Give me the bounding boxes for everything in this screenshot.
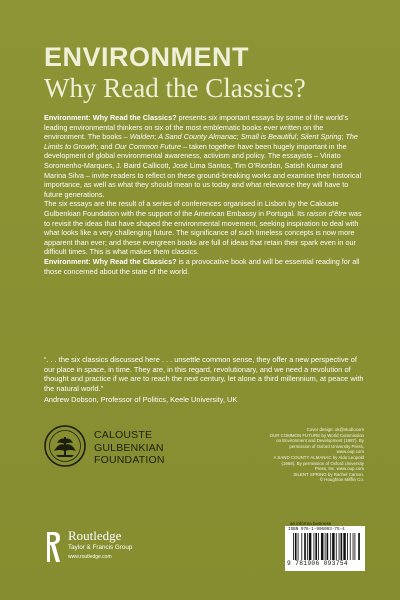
credit-line: A SAND COUNTY ALMANAC by Aldo Leopold — [273, 454, 364, 460]
credit-line: SILENT SPRING by Rachel Carson. — [293, 471, 364, 477]
barcode-bar — [325, 533, 326, 560]
foundation-line-1: CALOUSTE — [94, 429, 153, 441]
isbn-text: ISBN 978-1-906093-75-4 — [288, 527, 345, 532]
barcode-bar — [350, 533, 351, 560]
foundation-name — [94, 429, 165, 467]
blurb-paragraph-1: Environment: Why Read the Classics? presents six important essays by some of the world’s leading environmental thinkers on six of the most emblematic books ever written on the environment. The books – Walden; A Sand County Almanac; Small is Beautiful; Silent Spring; The Limits to Growth; and Our Common Future – taken together have been hugely important in the development of global environmental awareness, activism and policy. The essayists – Viriato Soromenho-Marques, J. Baird Callicott, José Lima Santos, Tim O’Riordan, Satish Kumar and Marina Silva – invite readers to reflect on these ground-breaking works and examine their historical importance, as well as what they should mean to us today and what relevance they will have to future generations. — [44, 113, 362, 199]
routledge-r-icon — [44, 528, 62, 566]
barcode-bar — [327, 533, 329, 560]
credit-line: Press, Inc. www.oup.com — [314, 466, 364, 472]
foundation-line-3: FOUNDATION — [94, 454, 165, 466]
blurb — [44, 113, 364, 276]
barcode-bar — [336, 533, 337, 560]
blurb-paragraph-3: Environment: Why Read the Classics? is a provocative book and will be essential reading for all those concerned about the state of the world. — [44, 256, 360, 276]
barcode-bar — [343, 533, 346, 560]
barcode-bar — [309, 533, 312, 560]
review-quote — [44, 355, 366, 405]
barcode-bar — [307, 533, 308, 560]
barcode-bar — [318, 533, 319, 560]
barcode-bars — [293, 533, 361, 560]
barcode-bar — [358, 533, 360, 560]
credit-line: permission of Oxford University Press, — [289, 443, 364, 449]
credit-line: OUR COMMON FUTURE by World Commission — [269, 432, 364, 438]
barcode-bar — [354, 533, 355, 560]
barcode-digits: 9 781906 093754 — [287, 560, 348, 567]
quote-attribution: Andrew Dobson, Professor of Politics, Keele University, UK — [44, 395, 238, 405]
barcode-bar — [339, 533, 340, 560]
credit-line: (1968). By permission of Oxford University — [281, 460, 364, 466]
barcode-bar — [301, 533, 302, 560]
credit-line: Cover design: ok@studiocom — [306, 427, 364, 432]
barcode-bar — [313, 533, 314, 560]
gulbenkian-logo — [44, 425, 224, 471]
informa-tagline: an informa business — [290, 521, 332, 526]
barcode-bar — [295, 533, 297, 560]
quote-text: “. . . the six classics discussed here . . . unsettle common sense, they offer a new perspective of our place in space, in time. They are, in this regard, revolutionary, and we need a revolution of thought and practice if we are to reach the next century, let alone a third millennium, at peace with the natural world.” — [44, 355, 364, 393]
barcode-bar — [332, 533, 335, 560]
credit-line: © Houghton Mifflin Co. — [319, 477, 364, 483]
credit-line: www.oup.com — [336, 449, 364, 455]
barcode-bar — [347, 533, 348, 560]
barcode-bar — [321, 533, 324, 560]
title-main: ENVIRONMENT — [44, 42, 250, 72]
barcode-bar — [298, 533, 299, 560]
foundation-line-2: GULBENKIAN — [94, 441, 164, 454]
barcode-bar — [304, 533, 306, 560]
title-subtitle: Why Read the Classics? — [44, 73, 306, 103]
barcode-bar — [330, 533, 331, 560]
barcode-bar — [315, 533, 317, 560]
gulbenkian-seal-icon — [44, 425, 86, 467]
publisher-name: Routledge — [68, 528, 122, 543]
routledge-logo — [44, 528, 164, 568]
barcode-bar — [341, 533, 343, 560]
barcode-bar — [293, 533, 294, 560]
publisher-url: www.routledge.com — [68, 554, 112, 560]
blurb-paragraph-2: The six essays are the result of a series of conferences organised in Lisbon by the Calouste Gulbenkian Foundation with the support of the American Embassy in Portugal. Its raison d’être was to revisit the ideas that have shaped the environmental movement, seeking inspiration to deal with what looks like a very challenging future. The significance of such timeless concepts is now more apparent than ever; and these evergreen books are full of ideas that retain their spark even in our difficult times. This is what makes them classics. — [44, 199, 362, 257]
credit-line: on Environment and Development (1987). By — [276, 438, 364, 444]
publisher-group: Taylor & Francis Group — [68, 544, 133, 551]
barcode-bar — [353, 533, 354, 560]
barcode-box — [285, 526, 365, 571]
image-credits — [238, 427, 364, 483]
